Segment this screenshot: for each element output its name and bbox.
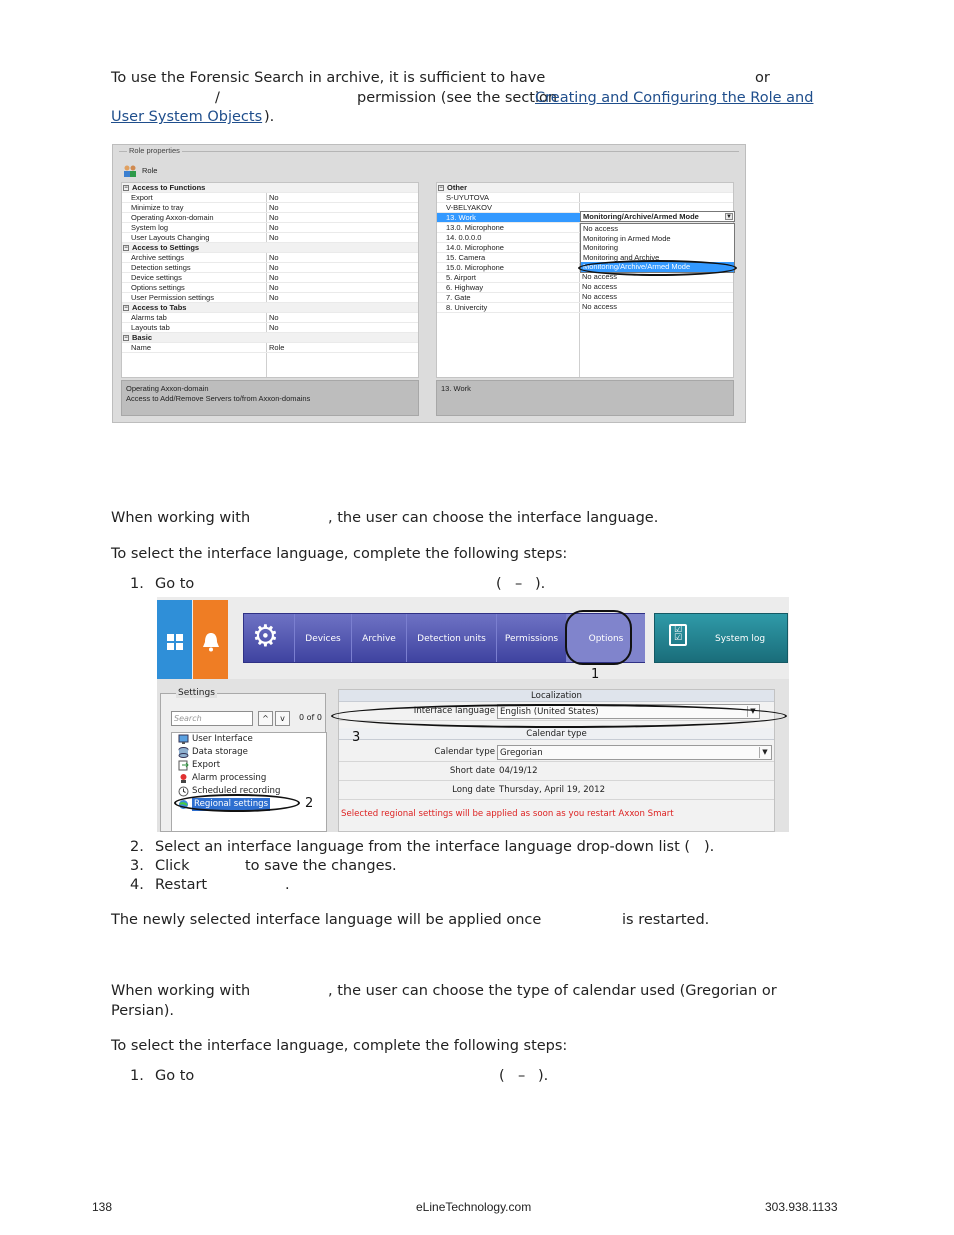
description-title: Operating Axxon-domain [126, 384, 209, 393]
table-row[interactable] [122, 213, 418, 223]
dropdown-option[interactable]: Monitoring [583, 243, 619, 252]
row-label: V-BELYAKOV [446, 203, 492, 212]
body-text: When working with [111, 510, 251, 526]
row-label: Device settings [131, 273, 182, 282]
row-label: 15.0. Microphone [446, 263, 504, 272]
layouts-tile[interactable] [157, 600, 192, 679]
row-value: No [269, 263, 279, 272]
callout-number: 3 [352, 730, 361, 745]
gear-icon: ⚙ [252, 619, 279, 654]
body-text: , the user can choose the interface language. [328, 510, 659, 526]
callout-number: 2 [305, 796, 314, 811]
log-icon: ☑ ☑ [669, 624, 687, 646]
permission-value: No access [582, 292, 618, 301]
row-label: 15. Camera [446, 253, 486, 262]
dropdown-option[interactable]: Monitoring in Armed Mode [583, 233, 671, 243]
top-navigation-bar [157, 597, 789, 679]
callout-number: 1 [591, 667, 600, 682]
description-text: Access to Add/Remove Servers to/from Axxon-domains [126, 393, 311, 403]
calendar-type-row [339, 743, 774, 762]
intro-text: or [755, 70, 770, 86]
long-date-row [339, 781, 774, 800]
row-label: 14.0. Microphone [446, 243, 504, 252]
tree-item-user-interface[interactable]: User Interface [192, 734, 253, 744]
role-label: Role [142, 166, 158, 175]
search-prev-button[interactable]: ^ [258, 711, 273, 726]
bell-icon [202, 632, 220, 652]
row-label: Options settings [131, 283, 185, 292]
tree-item-regional-settings[interactable]: Regional settings [194, 799, 269, 809]
nav-permissions[interactable]: Permissions [496, 614, 566, 662]
row-label: Basic [132, 333, 153, 342]
row-label: 14. 0.0.0.0 [446, 233, 482, 242]
row-value: No [269, 223, 279, 232]
row-label: 13. Work [446, 213, 476, 222]
search-next-button[interactable]: v [275, 711, 290, 726]
table-row[interactable] [122, 233, 418, 243]
system-log-label: System log [715, 634, 766, 644]
row-label: Access to Tabs [132, 303, 187, 312]
calendar-type-select[interactable]: Gregorian ▼ [497, 745, 772, 760]
short-date-value: 04/19/12 [499, 766, 538, 776]
long-date-value: Thursday, April 19, 2012 [499, 785, 606, 795]
collapse-icon[interactable]: − [124, 245, 128, 251]
row-value: No [269, 323, 279, 332]
row-label: Detection settings [131, 263, 191, 272]
role-properties-screenshot [112, 144, 746, 423]
search-input[interactable]: Search [171, 711, 253, 726]
row-value: No [269, 293, 279, 302]
tree-item-alarm-processing[interactable]: Alarm processing [192, 773, 267, 783]
intro-text: To use the Forensic Search in archive, it is sufficient to have [111, 70, 546, 86]
row-value: No [269, 193, 279, 202]
row-label: Layouts tab [131, 323, 170, 332]
localization-header: Localization [339, 690, 774, 702]
chevron-down-icon[interactable]: ▼ [759, 747, 770, 758]
row-label: Access to Functions [132, 183, 206, 192]
table-row[interactable] [122, 243, 418, 253]
row-label: 8. Univercity [446, 303, 488, 312]
row-label: Name [131, 343, 152, 352]
dropdown-option[interactable]: No access [583, 224, 619, 233]
table-row[interactable] [122, 203, 418, 213]
nav-detection-units[interactable]: Detection units [406, 614, 496, 662]
monitor-icon [178, 734, 189, 745]
row-label: System log [131, 223, 169, 232]
table-row[interactable] [122, 223, 418, 233]
row-value: No [269, 273, 279, 282]
table-row[interactable] [122, 253, 418, 263]
row-label: User Permission settings [131, 293, 214, 302]
right-description [436, 380, 734, 416]
row-value: Role [269, 343, 285, 352]
short-date-label: Short date [449, 766, 495, 776]
collapse-icon[interactable]: − [439, 185, 443, 191]
table-row[interactable] [122, 183, 418, 193]
settings-tree [171, 732, 327, 832]
role-properties-group [119, 146, 739, 177]
table-row[interactable] [122, 343, 418, 353]
alarms-tile[interactable] [193, 600, 228, 679]
nav-archive[interactable]: Archive [351, 614, 406, 662]
highlight-oval [578, 260, 737, 276]
settings-title: Settings [178, 688, 215, 698]
intro-text: permission (see the section [357, 90, 558, 106]
row-label: Archive settings [131, 253, 184, 262]
row-value: No [269, 203, 279, 212]
calendar-steps-intro: To select the interface language, complete the following steps: [111, 1038, 568, 1054]
dropdown-option-selected[interactable]: Monitoring/Archive/Armed Mode [581, 262, 734, 272]
interface-language-label: Interface language [413, 706, 495, 716]
row-label: S-UYUTOVA [446, 193, 490, 202]
list-item: 4. Restart . [130, 877, 290, 893]
row-value: No [269, 283, 279, 292]
list-item: 2. Select an interface language from the interface language drop-down list ( ). [130, 839, 715, 855]
list-item: 1. Go to ( – ). [130, 576, 546, 592]
left-description [121, 380, 419, 416]
row-label: Other [447, 183, 468, 192]
tree-item-export[interactable]: Export [192, 760, 221, 770]
restart-warning: Selected regional settings will be applied as soon as you restart Axxon Smart [341, 809, 674, 819]
footer-site: eLineTechnology.com [416, 1200, 532, 1214]
clock-icon [178, 786, 189, 797]
row-label: 5. Airport [446, 273, 477, 282]
calendar-type-label: Calendar type [434, 747, 495, 757]
group-title: Role properties [129, 146, 180, 155]
page-number: 138 [92, 1200, 113, 1214]
highlight-oval [565, 610, 632, 665]
table-row[interactable] [122, 193, 418, 203]
description-title: 13. Work [441, 384, 471, 393]
permission-values [580, 272, 735, 312]
row-label: 13.0. Microphone [446, 223, 504, 232]
footer-phone: 303.938.1133 [765, 1200, 838, 1214]
role-icon [123, 165, 137, 177]
table-row[interactable] [122, 293, 418, 303]
table-row[interactable] [122, 333, 418, 343]
dropdown-option[interactable]: Monitoring and Archive [583, 252, 660, 262]
row-value: No [269, 253, 279, 262]
intro-text: / [215, 90, 220, 106]
chevron-down-icon[interactable]: ▼ [747, 706, 758, 717]
table-row[interactable] [122, 323, 418, 333]
table-row[interactable] [122, 273, 418, 283]
collapse-icon[interactable]: − [124, 185, 128, 191]
table-row[interactable] [122, 283, 418, 293]
nav-options[interactable]: Options [566, 614, 645, 662]
interface-language-select[interactable]: English (United States) ▼ [497, 704, 760, 719]
row-value: No [269, 213, 279, 222]
alarm-icon [178, 773, 189, 784]
objects-table [436, 182, 734, 378]
row-label: Export [131, 193, 153, 202]
tree-item-scheduled-recording[interactable]: Scheduled recording [192, 786, 281, 796]
collapse-icon[interactable]: − [124, 305, 128, 311]
list-item: 1. Go to ( – ). [130, 1068, 549, 1084]
table-row[interactable] [122, 313, 418, 323]
table-row[interactable] [437, 183, 733, 193]
nav-devices[interactable]: Devices [294, 614, 351, 662]
row-label: 7. Gate [446, 293, 471, 302]
row-label: User Layouts Changing [131, 233, 210, 242]
section-link[interactable]: User System Objects [111, 109, 263, 125]
section-link[interactable]: Creating and Configuring the Role and [535, 90, 814, 106]
system-log-tile[interactable] [654, 613, 788, 663]
search-count: 0 of 0 [299, 713, 322, 722]
database-icon [178, 747, 189, 758]
permission-value: No access [582, 282, 618, 291]
intro-text: ). [264, 109, 275, 125]
collapse-icon[interactable]: − [124, 335, 128, 341]
table-row[interactable] [122, 263, 418, 273]
permission-select[interactable]: Monitoring/Archive/Armed Mode ▼ [580, 211, 735, 222]
row-label: Access to Settings [132, 243, 200, 252]
export-icon [178, 760, 189, 771]
lang-steps-intro: To select the interface language, complete the following steps: [111, 546, 568, 562]
row-label: Alarms tab [131, 313, 167, 322]
row-value: No [269, 233, 279, 242]
table-row[interactable] [122, 303, 418, 313]
tree-item-data-storage[interactable]: Data storage [192, 747, 248, 757]
long-date-label: Long date [452, 785, 495, 795]
row-label: 6. Highway [446, 283, 484, 292]
permission-value: No access [582, 302, 618, 311]
short-date-row [339, 762, 774, 781]
highlight-oval [331, 704, 787, 728]
list-item: 3. Click to save the changes. [130, 858, 397, 874]
options-regional-settings-screenshot [157, 597, 789, 832]
chevron-down-icon[interactable]: ▼ [726, 214, 732, 220]
row-label: Operating Axxon-domain [131, 213, 214, 222]
table-row[interactable] [437, 193, 733, 203]
functions-table [121, 182, 419, 378]
highlight-oval [174, 794, 300, 812]
row-label: Minimize to tray [131, 203, 184, 212]
permission-value: No access [582, 272, 618, 281]
windows-icon [167, 634, 183, 650]
calendar-type-header: Calendar type [339, 728, 774, 740]
row-value: No [269, 313, 279, 322]
